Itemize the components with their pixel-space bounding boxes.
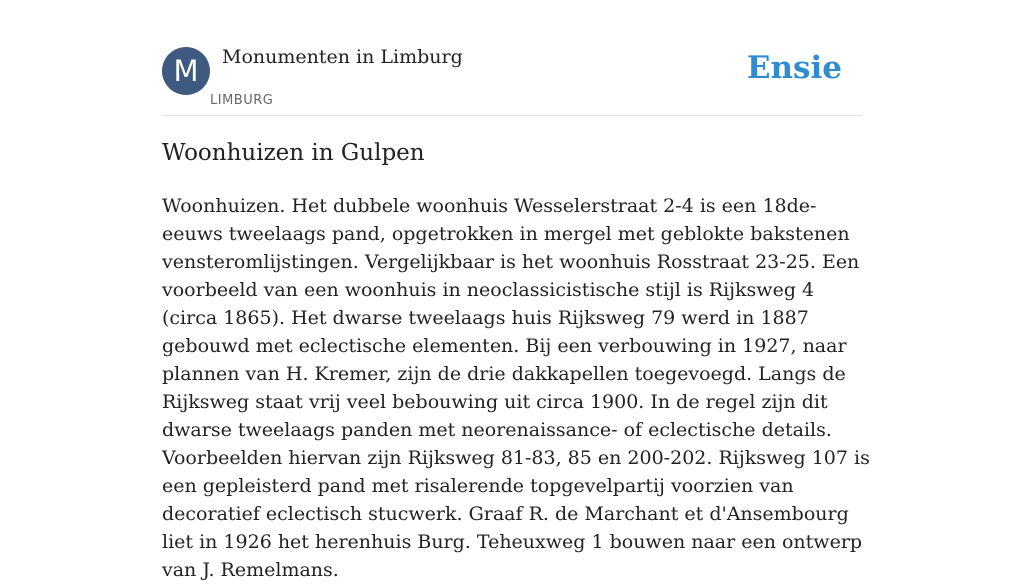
site-title-link[interactable]: Monumenten in Limburg — [222, 46, 463, 68]
avatar[interactable]: M — [162, 47, 210, 95]
category-label[interactable]: LIMBURG — [210, 93, 274, 108]
site-header — [162, 44, 862, 116]
article-title: Woonhuizen in Gulpen — [162, 140, 425, 166]
article-body: Woonhuizen. Het dubbele woonhuis Wesselerstraat 2-4 is een 18de-eeuws tweelaags pand, opgetrokken in mergel met geblokte bakstenen vensteromlijstingen. Vergelijkbaar is het woonhuis Rosstraat 23-25. Een voorbeeld van een woonhuis in neoclassicistische stijl is Rijksweg 4 (circa 1865). Het dwarse tweelaags huis Rijksweg 79 werd in 1887 gebouwd met eclectische elementen. Bij een verbouwing in 1927, naar plannen van H. Kremer, zijn de drie dakkapellen toegevoegd. Langs de Rijksweg staat vrij veel bebouwing uit circa 1900. In de regel zijn dit dwarse tweelaags panden met neorenaissance- of eclectische details. Voorbeelden hiervan zijn Rijksweg 81-83, 85 en 200-202. Rijksweg 107 is een gepleisterd pand met risalerende topgevelpartij voorzien van decoratief eclectisch stucwerk. Graaf R. de Marchant et d'Ansembourg liet in 1926 het herenhuis Burg. Teheuxweg 1 bouwen naar een ontwerp van J. Remelmans. — [162, 195, 870, 581]
brand-logo[interactable]: Ensie — [746, 50, 842, 86]
